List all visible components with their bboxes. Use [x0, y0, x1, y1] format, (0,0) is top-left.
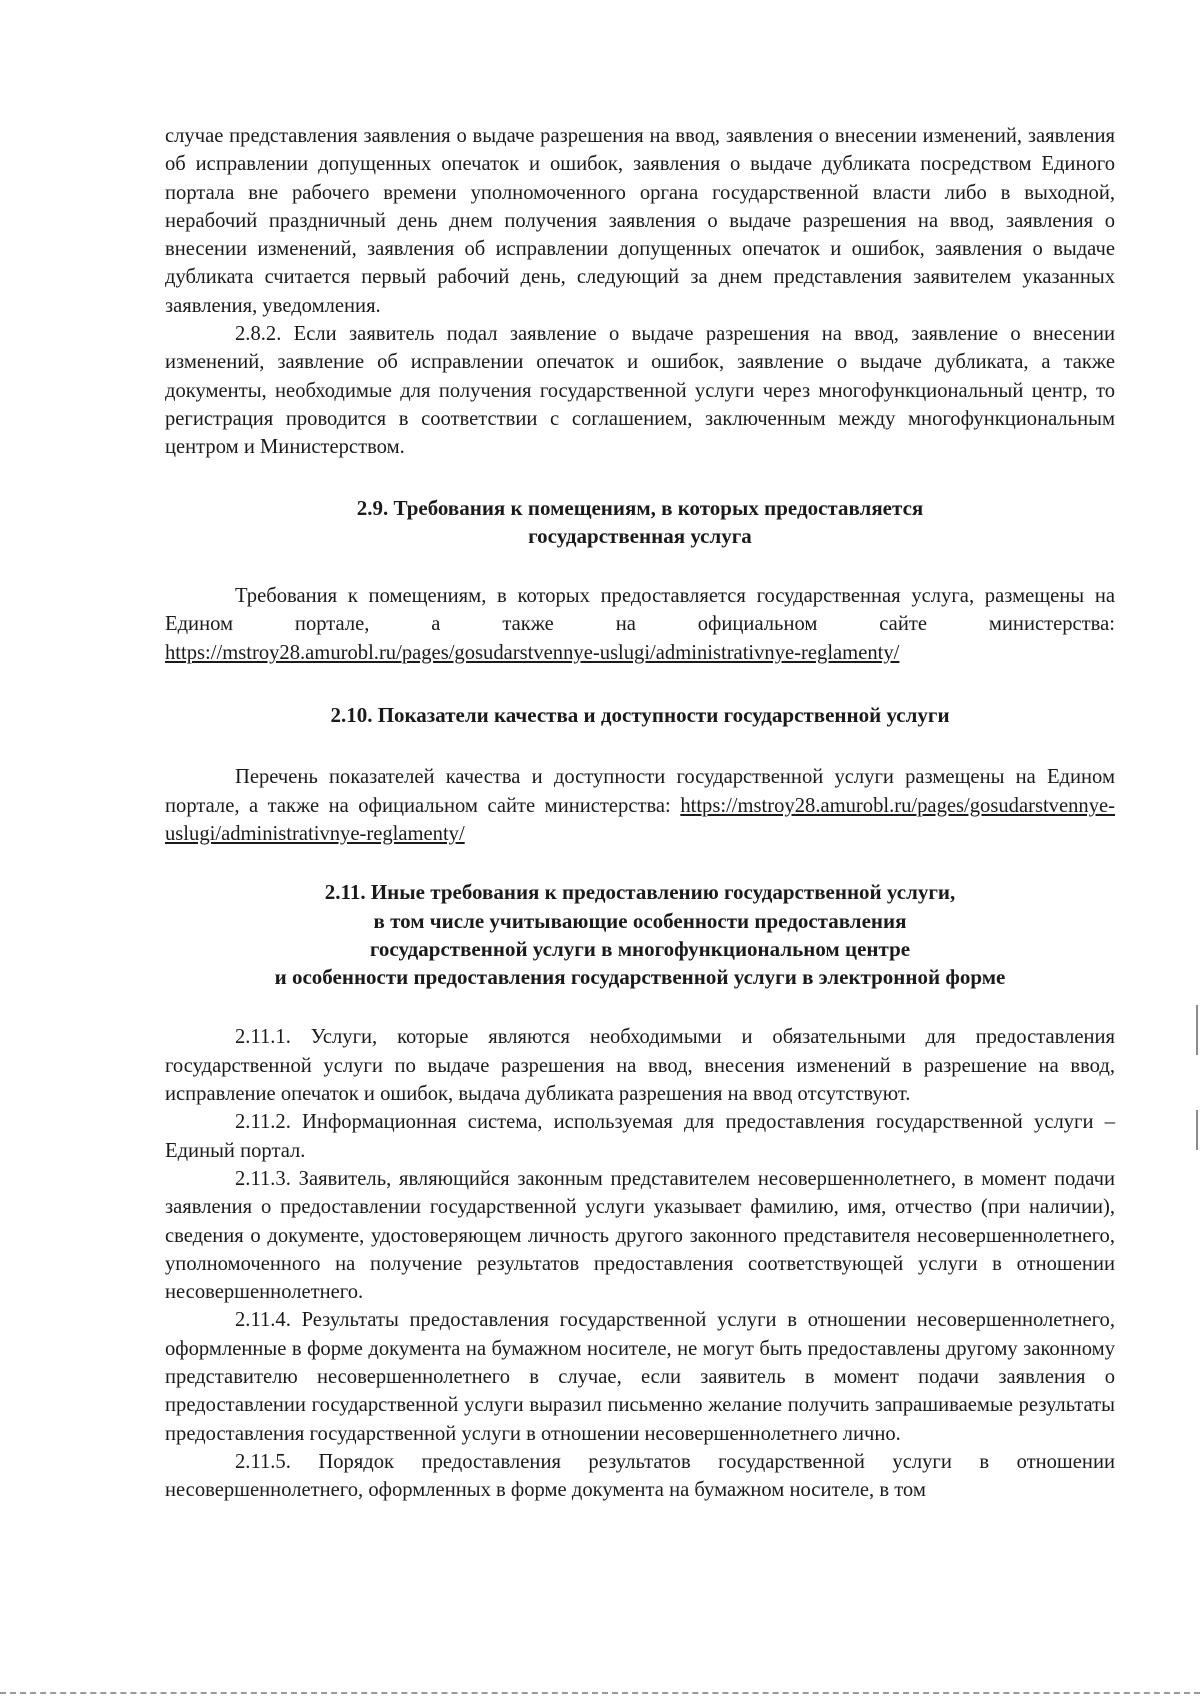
scan-edge-mark	[1196, 1110, 1198, 1150]
section-2-10-heading: 2.10. Показатели качества и доступности государственной услуги	[330, 703, 950, 728]
scan-bottom-edge	[0, 1692, 1200, 1694]
section-2-9-body	[165, 582, 1115, 667]
section-2-10-link[interactable]: https://mstroy28.amurobl.ru/pages/gosudarstvennye-uslugi/administrativnye-reglamenty/	[165, 794, 1116, 845]
document-page	[165, 122, 1115, 1504]
section-2-9-heading-line2: государственная услуга	[528, 523, 752, 548]
paragraph-2-11-4: 2.11.4. Результаты предоставления государственной услуги в отношении несовершеннолетнего, оформленные в форме документа на бумажном носителе, не могут быть предоставлены другому законному представителю несовершеннолетнего в случае, если заявитель в момент подачи заявления о предоставлении государственной услуги выразил письменно желание получить запрашиваемые результаты предоставления государственной услуги в отношении несовершеннолетнего лично.	[165, 1309, 1115, 1445]
section-2-9-heading-line1: 2.9. Требования к помещениям, в которых предоставляется	[356, 495, 924, 520]
section-2-9-link[interactable]: https://mstroy28.amurobl.ru/pages/gosudarstvennye-uslugi/administrativnye-reglamenty/	[165, 641, 900, 664]
paragraph-2-11-1: 2.11.1. Услуги, которые являются необходимыми и обязательными для предоставления государственной услуги по выдаче разрешения на ввод, внесения изменений в разрешение на ввод, исправление опечаток и ошибок, выдача дубликата разрешения на ввод отсутствуют.	[165, 1026, 1115, 1106]
section-2-10-text: Перечень показателей качества и доступности государственной услуги размещены на Едином портале, а также на официальном сайте министерства:	[165, 766, 1115, 817]
section-2-11-heading-line4: и особенности предоставления государственной услуги в электронной форме	[274, 965, 1006, 990]
scan-edge-mark	[1196, 1005, 1198, 1055]
paragraph-2-11-5: 2.11.5. Порядок предоставления результатов государственной услуги в отношении несовершеннолетнего, оформленных в форме документа на бумажном носителе, в том	[165, 1450, 1115, 1502]
paragraph-2-8-2: 2.8.2. Если заявитель подал заявление о выдаче разрешения на ввод, заявление о внесении изменений, заявление об исправлении опечаток и ошибок, заявление о выдаче дубликата, а также документы, необходимые для получения государственной услуги через многофункциональный центр, то регистрация проводится в соответствии с соглашением, заключенным между многофункциональным центром и Министерством.	[165, 323, 1115, 459]
section-2-11-heading	[165, 878, 1115, 991]
section-2-10-body	[165, 763, 1115, 848]
paragraph-2-11-2: 2.11.2. Информационная система, используемая для предоставления государственной услуги – Единый портал.	[165, 1111, 1115, 1162]
section-2-9-text: Требования к помещениям, в которых предоставляется государственная услуга, размещены на Едином портале, а также на официальном сайте министерства:	[165, 585, 1115, 636]
paragraph-2-11-3: 2.11.3. Заявитель, являющийся законным представителем несовершеннолетнего, в момент подачи заявления о предоставлении государственной услуги указывает фамилию, имя, отчество (при наличии), сведения о документе, удостоверяющем личность другого законного представителя несовершеннолетнего, уполномоченного на получение результатов предоставления соответствующей услуги в отношении несовершеннолетнего.	[165, 1167, 1115, 1304]
section-2-9-heading	[165, 494, 1115, 551]
section-2-11-heading-line3: государственной услуги в многофункциональном центре	[369, 936, 911, 961]
section-2-11-heading-line1: 2.11. Иные требования к предоставлению государственной услуги,	[324, 880, 956, 905]
continuation-paragraph: случае представления заявления о выдаче разрешения на ввод, заявления о внесении изменений, заявления об исправлении допущенных опечаток и ошибок, заявления о выдаче дубликата посредством Единого портала вне рабочего времени уполномоченного органа государственной власти либо в выходной, нерабочий праздничный день днем получения заявления о выдаче разрешения на ввод, заявления о внесении изменений, заявления об исправлении допущенных опечаток и ошибок, заявления о выдаче дубликата считается первый рабочий день, следующий за днем представления заявителем указанных заявления, уведомления.	[165, 125, 1115, 317]
section-2-11-heading-line2: в том числе учитывающие особенности предоставления	[373, 908, 907, 933]
